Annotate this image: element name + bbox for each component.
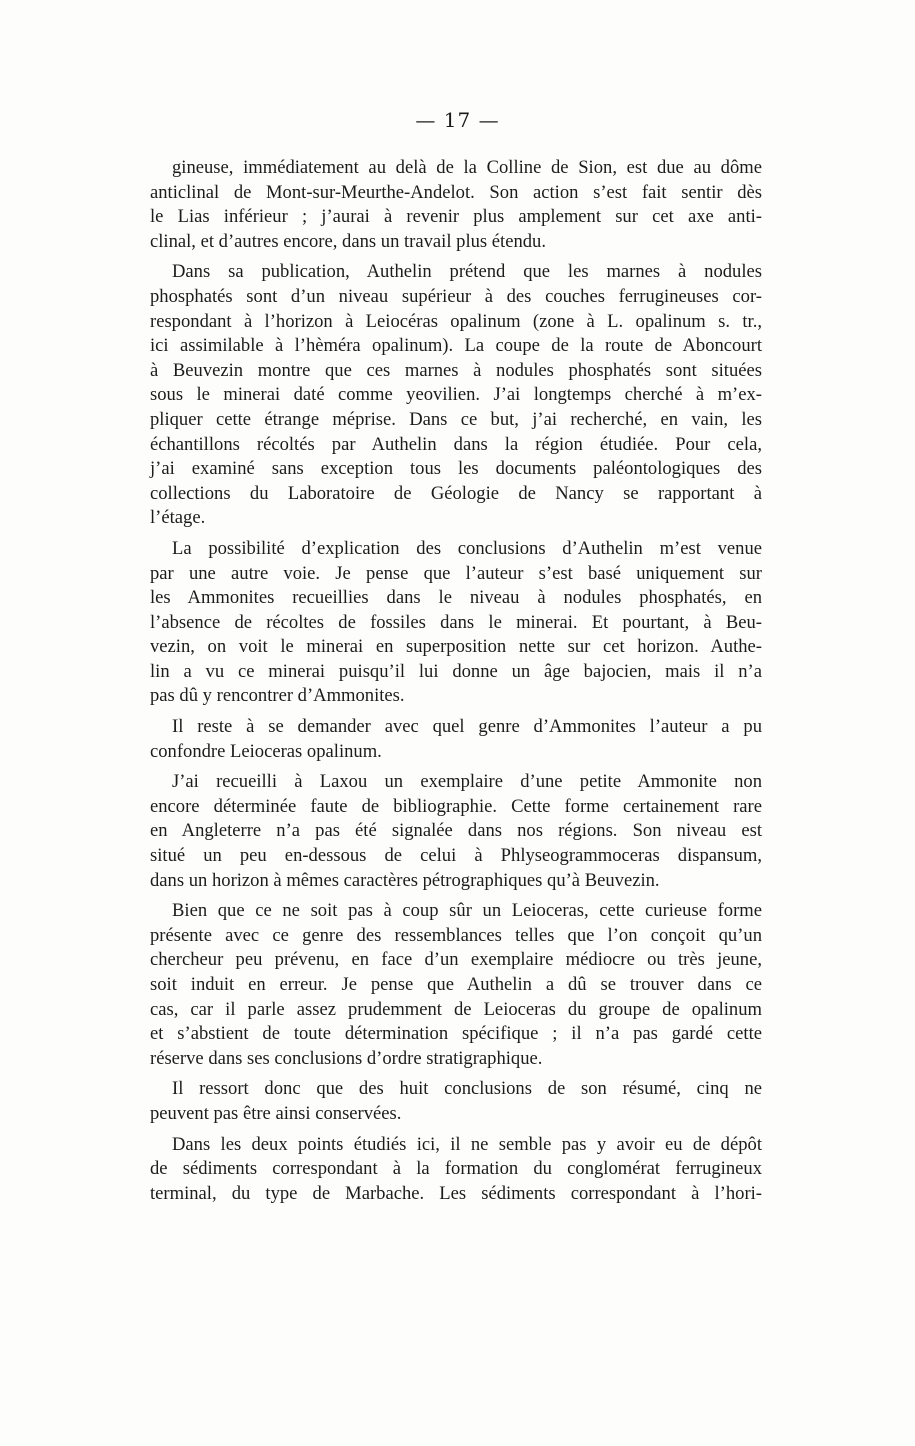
text-line: encore déterminée faute de bibliographie. Cette forme certainement rare xyxy=(150,795,762,817)
text-line: de sédiments correspondant à la formation du conglomérat ferrugineux xyxy=(150,1158,762,1180)
text-line: j’ai examiné sans exception tous les documents paléontologiques des xyxy=(150,458,762,480)
paragraph xyxy=(150,770,762,893)
paragraph xyxy=(150,537,762,709)
text-line: Bien que ce ne soit pas à coup sûr un Leioceras, cette curieuse forme xyxy=(172,900,762,922)
text-line: réserve dans ses conclusions d’ordre stratigraphique. xyxy=(150,1047,543,1069)
text-line: anticlinal de Mont-sur-Meurthe-Andelot. Son action s’est fait sentir dès xyxy=(150,181,762,203)
paragraph xyxy=(150,1077,762,1126)
text-line: le Lias inférieur ; j’aurai à revenir plus amplement sur cet axe anti- xyxy=(150,206,762,228)
text-line: phosphatés sont d’un niveau supérieur à des couches ferrugineuses cor- xyxy=(150,285,762,307)
text-line: ici assimilable à l’hèméra opalinum). La coupe de la route de Aboncourt xyxy=(150,335,762,357)
text-line: Il reste à se demander avec quel genre d’Ammonites l’auteur a pu xyxy=(172,716,762,738)
paragraph xyxy=(150,715,762,764)
text-line: en Angleterre n’a pas été signalée dans nos régions. Son niveau est xyxy=(150,820,762,842)
text-line: collections du Laboratoire de Géologie de Nancy se rapportant à xyxy=(150,482,762,504)
text-line: soit induit en erreur. Je pense que Authelin a dû se trouver dans ce xyxy=(150,974,762,995)
text-line: lin a vu ce minerai puisqu’il lui donne un âge bajocien, mais il n’a xyxy=(150,660,762,682)
paragraph xyxy=(150,260,762,531)
text-line: Il ressort donc que des huit conclusions de son résumé, cinq ne xyxy=(172,1078,762,1100)
paragraph xyxy=(150,156,762,254)
text-line: situé un peu en-dessous de celui à Phlyseogrammoceras dispansum, xyxy=(150,845,762,867)
body-text xyxy=(150,156,762,1212)
text-line: et s’abstient de toute détermination spécifique ; il n’a pas gardé cette xyxy=(150,1023,762,1045)
text-line: gineuse, immédiatement au delà de la Colline de Sion, est due au dôme xyxy=(172,157,762,178)
text-line: confondre Leioceras opalinum. xyxy=(150,740,382,762)
text-line: pas dû y rencontrer d’Ammonites. xyxy=(150,685,405,707)
text-line: l’étage. xyxy=(150,507,206,529)
text-line: Dans sa publication, Authelin prétend que les marnes à nodules xyxy=(172,261,762,283)
text-line: clinal, et d’autres encore, dans un travail plus étendu. xyxy=(150,230,547,252)
text-line: J’ai recueilli à Laxou un exemplaire d’une petite Ammonite non xyxy=(172,771,762,793)
text-line: peuvent pas être ainsi conservées. xyxy=(150,1102,402,1124)
text-line: par une autre voie. Je pense que l’auteur s’est basé uniquement sur xyxy=(150,562,762,584)
text-line: pliquer cette étrange méprise. Dans ce but, j’ai recherché, en vain, les xyxy=(150,408,762,430)
text-line: sous le minerai daté comme yeovilien. J’ai longtemps cherché à m’ex- xyxy=(150,384,762,406)
text-line: les Ammonites recueillies dans le niveau à nodules phosphatés, en xyxy=(150,587,762,609)
text-line: échantillons récoltés par Authelin dans la région étudiée. Pour cela, xyxy=(150,433,762,455)
text-line: vezin, on voit le minerai en superposition nette sur cet horizon. Authe- xyxy=(150,636,762,658)
paragraph xyxy=(150,899,762,1071)
text-line: respondant à l’horizon à Leiocéras opalinum (zone à L. opalinum s. tr., xyxy=(150,310,762,332)
text-line: cas, car il parle assez prudemment de Leioceras du groupe de opalinum xyxy=(150,998,762,1020)
text-line: l’absence de récoltes de fossiles dans le minerai. Et pourtant, à Beu- xyxy=(150,611,762,633)
text-line: chercheur peu prévenu, en face d’un exemplaire médiocre ou très jeune, xyxy=(150,949,762,971)
text-line: Dans les deux points étudiés ici, il ne semble pas y avoir eu de dépôt xyxy=(172,1133,762,1155)
text-line: à Beuvezin montre que ces marnes à nodules phosphatés sont situées xyxy=(150,359,762,381)
text-line: terminal, du type de Marbache. Les sédiments correspondant à l’hori- xyxy=(150,1182,762,1204)
paragraph xyxy=(150,1133,762,1207)
text-line: dans un horizon à mêmes caractères pétrographiques qu’à Beuvezin. xyxy=(150,869,660,891)
text-line: La possibilité d’explication des conclusions d’Authelin m’est venue xyxy=(172,537,762,559)
page-number: — 17 — xyxy=(415,108,500,132)
text-line: présente avec ce genre des ressemblances telles que l’on conçoit qu’un xyxy=(150,924,762,946)
